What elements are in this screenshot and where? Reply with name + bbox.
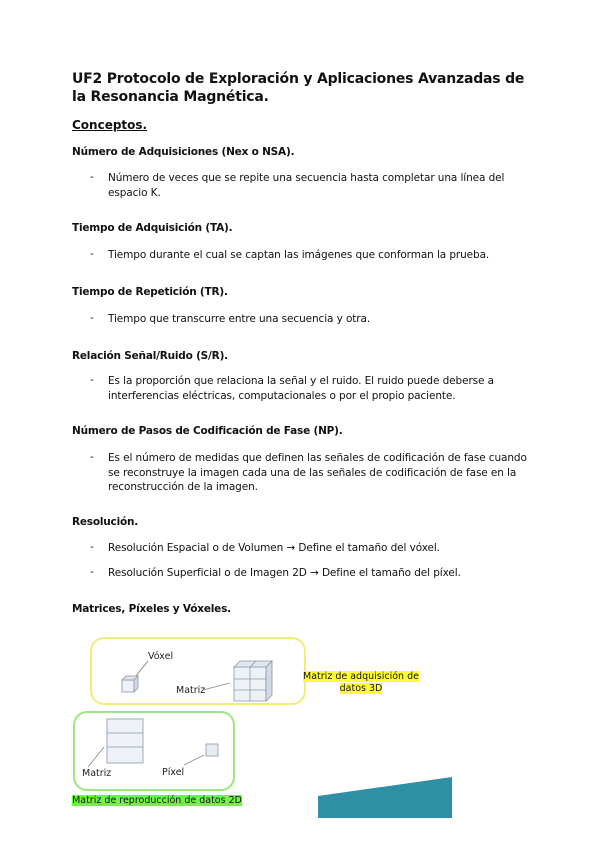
- bullet-text: Resolución Espacial o de Volumen → Define el tamaño del vóxel.: [108, 542, 440, 554]
- section-heading-ta: Tiempo de Adquisición (TA).: [72, 222, 233, 234]
- caption-3d-text: Matriz de adquisición de datos 3D: [303, 671, 419, 694]
- matrix-3d-cube: [200, 655, 280, 705]
- section-heading-nex: Número de Adquisiciones (Nex o NSA).: [72, 146, 295, 158]
- bullet-text: Es el número de medidas que definen las señales de codificación de fase cuando se reconstruye la imagen cada una de las señales de codificación de fase en la reconstrucción de la imagen.: [108, 452, 527, 493]
- caption-2d-text: Matriz de reproducción de datos 2D: [72, 795, 242, 806]
- bullet-dash: -: [90, 171, 94, 183]
- voxel-label: Vóxel: [148, 651, 174, 662]
- pixel-label: Píxel: [162, 767, 185, 778]
- teal-wedge-graphic: [318, 776, 454, 818]
- bullet-text: Es la proporción que relaciona la señal y el ruido. El ruido puede deberse a interferencias eléctricas, computacionales o por el propio paciente.: [108, 375, 494, 402]
- section-heading-sr: Relación Señal/Ruido (S/R).: [72, 350, 228, 362]
- caption-2d: [72, 795, 242, 807]
- bullet-dash: -: [90, 248, 94, 260]
- section-heading-matrices: Matrices, Píxeles y Vóxeles.: [72, 603, 231, 615]
- section-heading-resolucion: Resolución.: [72, 516, 139, 528]
- matrix-2d-drawing: [80, 715, 230, 775]
- matrix3d-label: Matriz: [176, 685, 206, 696]
- matrix2d-label: Matriz: [82, 768, 112, 779]
- bullet-text: Tiempo que transcurre entre una secuencia y otra.: [108, 313, 371, 325]
- section-heading-np: Número de Pasos de Codificación de Fase (NP).: [72, 425, 343, 437]
- concepts-heading: Conceptos.: [72, 118, 148, 132]
- bullet-dash: -: [90, 374, 94, 386]
- bullet-dash: -: [90, 566, 94, 578]
- bullet-text: Número de veces que se repite una secuencia hasta completar una línea del espacio K.: [108, 172, 505, 199]
- bullet-dash: -: [90, 451, 94, 463]
- page-title: UF2 Protocolo de Exploración y Aplicaciones Avanzadas de la Resonancia Magnética.: [72, 71, 525, 105]
- section-heading-tr: Tiempo de Repetición (TR).: [72, 286, 228, 298]
- bullet-text: Tiempo durante el cual se captan las imágenes que conforman la prueba.: [108, 249, 490, 261]
- caption-3d: [296, 671, 426, 695]
- bullet-text: Resolución Superficial o de Imagen 2D → Define el tamaño del píxel.: [108, 567, 461, 579]
- bullet-dash: -: [90, 312, 94, 324]
- bullet-dash: -: [90, 541, 94, 553]
